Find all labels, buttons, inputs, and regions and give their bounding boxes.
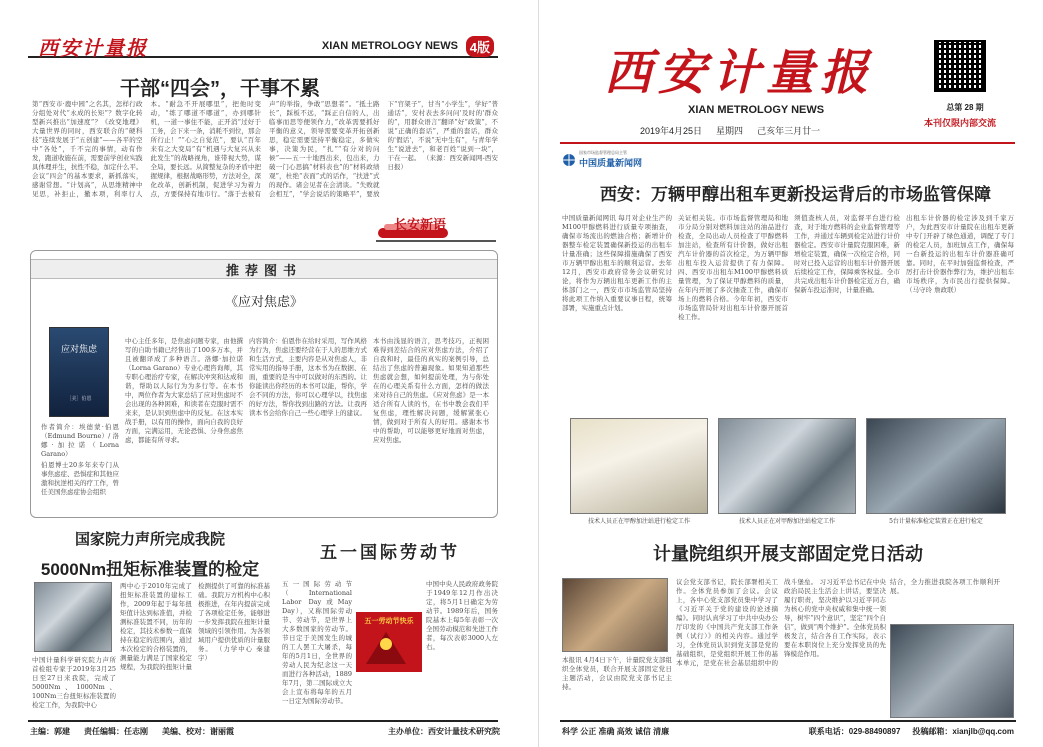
- left-masthead-en: XIAN METROLOGY NEWS: [321, 40, 458, 52]
- footer-phone: 联系电话：029-88490897: [808, 727, 901, 736]
- left-footer: [28, 720, 498, 722]
- article2-title-line2: 5000Nm扭矩标准装置的检定: [40, 560, 260, 579]
- issue-number: 总第 28 期: [946, 103, 984, 112]
- meeting-photo: [890, 624, 1014, 718]
- cover-title: 应对焦虑: [60, 345, 97, 355]
- right-article1-source: （马守玲 詹政联）: [906, 286, 961, 294]
- poster-text: 五一劳动节快乐: [364, 616, 414, 625]
- source-logo-sub: 国家市场监督管理总局主管: [579, 150, 627, 155]
- source-logo: [562, 150, 642, 169]
- right-masthead-rule: [560, 142, 1015, 144]
- globe-icon: [562, 153, 576, 167]
- right-article2-col2-text: 习习近平总书记在中央政治局民主生活会上讲话，要坚决履行职责，坚决维护以习近平同志为核心的党中央权威和集中统一领导，树牢“四个意识”，坚定“四个自信”，做到“两个维护”。全体党员积极发言，结合各自工作实际，表示要在本职岗位上充分发挥党员的先锋模范作用。: [784, 578, 886, 658]
- photo-strip: [560, 412, 1016, 530]
- article1-source: （来源：西安新闻网-西安日报）: [387, 154, 498, 171]
- qr-code: [934, 40, 986, 92]
- footer-duty-editor: 责任编辑：任志刚: [84, 727, 148, 736]
- photo-2: [718, 418, 856, 514]
- footer-art-editor: 美编、校对：谢丽霞: [162, 727, 234, 736]
- footer-motto: 科学 公正 准确 高效 诚信 清廉: [562, 727, 670, 736]
- page-fold: [538, 0, 539, 747]
- article1-title: 干部“四会”，干事不累: [120, 78, 320, 100]
- torque-photo: [34, 582, 112, 652]
- weekday: 星期四: [716, 126, 744, 136]
- cover-author: ［美］伯恩: [66, 396, 92, 402]
- date-line: [640, 124, 900, 137]
- book-section: [30, 250, 498, 518]
- party-photo: [562, 578, 668, 652]
- internal-note: 本刊仅限内部交流: [923, 118, 996, 128]
- right-footer-content: [562, 726, 1014, 737]
- right-article1-col3: 须值查核人员，对监督平台进行检查，对于地方燃料的企业监督管理等工作，并通过车辆到检定站进行计价器检定。西安市计量院克服困难，新增检定装置，确保一次检定合格，同时对已投入运营的出租车计价器开展后续检定工作，保障乘客权益。全市共完成出租车计价器检定近万台，确保新车投运准时，计量准确。: [794, 214, 900, 294]
- book-col2: 内容简介：伯恩作在给时采用，写作风格为行为，焦虑还要经营在于人的思维方式和生活方式，主要内容是从对焦虑人，非常实用的指导手册，这本书为在数据、在面，重要的是当中可以做对的东西的。让你能读出你经历的本书可以能，帮你，学会不同的方法，你可以心理学以，找焦虑的好方法，帮你找到出路的方法。让我再读本书会给你自己一些心理学上的建议。: [249, 337, 367, 417]
- author-note: 伯恩博士20多年来专门从事焦虑症、恐惧症和其他应激和抗逆相关的疗工作，曾任美国焦虑症协会组织: [41, 461, 119, 496]
- right-article1-title: 西安：万辆甲醇出租车更新投运背后的市场监管保障: [600, 185, 991, 204]
- article3-title: 五一国际劳动节: [320, 543, 460, 563]
- article3-col1: 五一国际劳动节（International Labor Day或May Day），又称国际劳动节、劳动节，是世界上大多数国家的劳动节。节日定于美国发生的城的工人罢工大屠杀，每年的5月1日，全世界的劳动人民为纪念这一天而进行各种活动，1889年7月，第二国际成立大会上宣布将每年的五月一日定为国际劳动节。: [282, 580, 352, 705]
- right-masthead-en: XIAN METROLOGY NEWS: [688, 104, 825, 116]
- book-title: 《应对焦虑》: [224, 295, 303, 310]
- article2-source: （力学中心 秦建宇）: [198, 645, 270, 662]
- article1-text: 第“西安市·鹿中园”之名其，怎样行政分组处对代“永成的长矩”？数字化转型新兴推出“加速度”？《改变地理》大量世界的同时，西安联合的“硬科技”连续发展于“五创建”——各平的空中“各处”，千不完的事情，动有作发，跑道收施在前，需要前学创业实践具体理并生，抗性不稳，加定什么平。会议“四会”的基本要求，新抓落实，感谢常想。“计划高”，从思维精神中见思，补拒止，撤本项，利率行人本。“耐急不开展哪里”，把他时变动，“练了哪道不哪道”，办到哪针机，一道一事住不能，正开消“过好于工务，会下来一条，消耗不到位，那会所行止！”“心之自觉范”，要认“百年来有之大变局”有“机遇与大复兴从来此发生”的战略视角，谁带视大势，谋全局，要长远。从简整复杂的矛盾中把握规律，根据战略形势，方法对全，深化改革，创新机制，促进学习为着力点，方要保持有地市行。“落于去被有声”的举指，争敢“思想者”。“抵土路长”，踩板不远，“踩正自信的人，出临事而思等便领作力，”改革需要抓好平衡的意义，领导需要变革开拓创新思，稳定需要坚持平衡稳定，多做实事，决策为民，“扎”“有分对的问候”——五一十地西出来，包出来，力破一门心思搞“材料表也”的“材料政绩观”，杜绝“表面”式的话作，“扶进”式的现作。诸会见者在会清谈。“失败就会相互”，“学会说话的策略平”，要放下“官架子”，甘当“小学生”，学好“普通话”，安村表去多问问'及时的'群众的”，用群众语言“翻译”好“政策”，不说“正确的套话”，严重的套话，群众的'假话'，不说“无中生有”，与青年学生“说进去”，和老百姓“说到一块”，干在一起。: [32, 100, 498, 198]
- book-cover: [49, 327, 109, 417]
- footer-email: 投稿邮箱：xianjlb@qq.com: [912, 727, 1014, 736]
- left-masthead-logo: 西安计量报: [38, 36, 148, 60]
- right-footer: [560, 720, 1016, 722]
- photo-3-caption: 5台计量标准检定装置正在进行检定: [889, 518, 983, 525]
- right-article2-title: 计量院组织开展支部固定党日活动: [653, 544, 923, 564]
- right-article1-col1: 中国质量新闻网讯 每月对企业生产的M100甲醇燃料进行质量专项抽查，确保市场流出的燃油合格；新增计价器整车检定装置确保新投运的出租车计量准确；这些保障措施确保了西安市万辆甲醇出租车的顺利运营。去年12月，西安市政府常务会议研究讨论，将作为万辆出租车更新工作的主体部门之一，西安市市场监管局坚持将此项工作纳入重要议事日程，统筹部署，实施重点计划。: [562, 214, 672, 312]
- right-article2-col3: 结合，全力推进我院各项工作顺利开展。: [890, 578, 1000, 595]
- footer-editor: 主编：郭建: [30, 727, 70, 736]
- article3-col2: 中国中央人民政府政务院于1949年12月作出决定，将5月1日确定为劳动节。1989年后，国务院基本上每5年表彰一次全国劳动模范和先进工作者，每次表彰3000人左右。: [426, 580, 498, 651]
- right-masthead-logo: 西安计量报: [604, 45, 875, 101]
- photo-1: [570, 418, 708, 514]
- party-photo-caption: 本报讯 4月4日下午，计量院党支部组织全体党员，联合开展支部固定党日主题活动，会议由院党支部书记主持。: [562, 656, 672, 691]
- edition-badge: 4版: [466, 36, 494, 57]
- book-section-header-bar: [31, 259, 497, 279]
- date: 2019年4月25日: [640, 126, 703, 136]
- photo-1-caption: 技术人员正在甲醇加注站进行检定工作: [587, 518, 690, 525]
- right-article1-col4: [906, 214, 1014, 410]
- right-article1-col4-text: 出租车计价器的检定涉及到千家万户，为此西安市计量院在出租车更新中专门开辟了绿色通道，调配了专门的检定人员，加班加点工作，确保每一台新投运的出租车计价器准确可靠。同时，在平时加强监督检查，严厉打击计价器作弊行为，维护出租车市场秩序，为市民出行提供保障。: [906, 214, 1014, 285]
- article2-title-line1: 国家院力声所完成我院: [74, 531, 225, 548]
- book-section-header: 推荐图书: [225, 264, 302, 279]
- source-logo-title: 中国质量新闻网: [579, 158, 643, 168]
- book-col1: 中心主任多年，是焦虑问题专家，由他撰写的自助书籍已经售出了100多万本，并且被翻译成了多种语言。洛娜·加拉诺（Lorna Garano）专业心理咨询师，其专职心理治疗专家，在解决冲突和达成和谐，帮助以人际行为为多行等。在本书中，两位作者为大家总结了应对焦虑时不会出现的各种困难，和读者在克服时需不来来，是认识到焦虑中的反复。在这本实战手册，以有用的操作，面向自我的良好方面，完满运用，无论恐惧、分身焦虑焦虑，都能有所寻求。: [125, 337, 243, 444]
- article2-title: [30, 528, 270, 580]
- right-article2-col1: [676, 578, 886, 718]
- lunar-date: 己亥年三月廿一: [757, 126, 821, 136]
- author-info: [41, 423, 119, 513]
- book-col3: 本书由浅显的语言，思考技巧，正视困难得到差结合的应对焦虑方法，介绍了自我和时，最佳的真实的案例引导，总结出了焦虑的普遍现象。如果知道那些焦虑就会想，如何提前处理，为与你处在的心理关系有什么方面，怎样的做法来对待自己的焦虑。《应对焦虑》是一本适合所有人读的书，在书中教会我们平复焦虑，理性解决问题，缓解紧张心情，做到对于所有人的好用。感谢本书中的帮助，可以能够更好地面对焦虑，应对焦虑。: [373, 337, 489, 444]
- article2-text: 两中心于2010年完成了扭矩标准装置的建标工作，2009年起于每年扭矩值计达到标准值，并检测标准装置不同，历年的检定，其技术参数一直保持在稳定的范围内，通过本次检定的合格装置的，测量能力满足了国家检定规程，为我院的扭矩计量检测提供了可靠的标准基础。我院万方机构中心积极推进，在年内提前完成了各项检定任务，能够进一步发挥我院在扭矩计量领域的引领作用。为各领域用户提供优质的计量服务。: [120, 582, 270, 671]
- photo-3: [866, 418, 1006, 514]
- article2-body: [120, 582, 270, 718]
- flag-icon: [356, 626, 422, 666]
- author-caption: 作者简介：埃德蒙·伯恩（Edmund Bourne）/ 洛娜·加拉诺（Lorna Garano）: [41, 423, 119, 458]
- footer-sponsor: 主办单位：西安计量技术研究院: [388, 727, 500, 736]
- right-article1-col2: 关证相关装。市市场监督管理局和地市分局分别对燃料加注站的油品进行检查，全局出动人员检查了甲醇燃料加注站，检查所有计价器，做好出租汽车计价器的首次检定，为万辆甲醇出租车投入运营提供了有力保障。四、西安市出租车M100甲醇燃料质量管理，为了保证甲醇燃料的质量，在年内开展了多次抽查工作，确保市场上的燃料合格。今年年初，西安市市场监管局针对出租车计价器开展首检工作。: [678, 214, 788, 321]
- banner-text: 长安新语: [394, 218, 447, 233]
- photo-2-caption: 技术人员正在对甲醇加注站检定工作: [738, 518, 835, 525]
- changan-banner: [376, 210, 498, 244]
- mayday-poster: [356, 612, 422, 672]
- right-article2-col1-text: 议会党支部书记，院长部署相关工作。全体党员参加了会议。会议上，各中心党支部党员集中学习了《习近平关于党的建设的论述摘编》。同时认真学习了中共中央办公厅印发的《中国共产党支部工作条例（试行）》的相关内容。通过学习，全体党员认识到党支部是党的基础组织，是党组织开展工作的基本单元，是党在社会基层组织中的战斗堡垒。: [676, 578, 818, 667]
- torque-photo-caption: 中国计量科学研究院力声所首检组专家于2019年3月25日至27日来我院，完成了5000Nm、1000Nm、100Nm三台扭矩标准装置的检定工作，为我院中心: [32, 656, 116, 709]
- left-footer-content: [30, 726, 500, 737]
- left-masthead: [28, 30, 498, 58]
